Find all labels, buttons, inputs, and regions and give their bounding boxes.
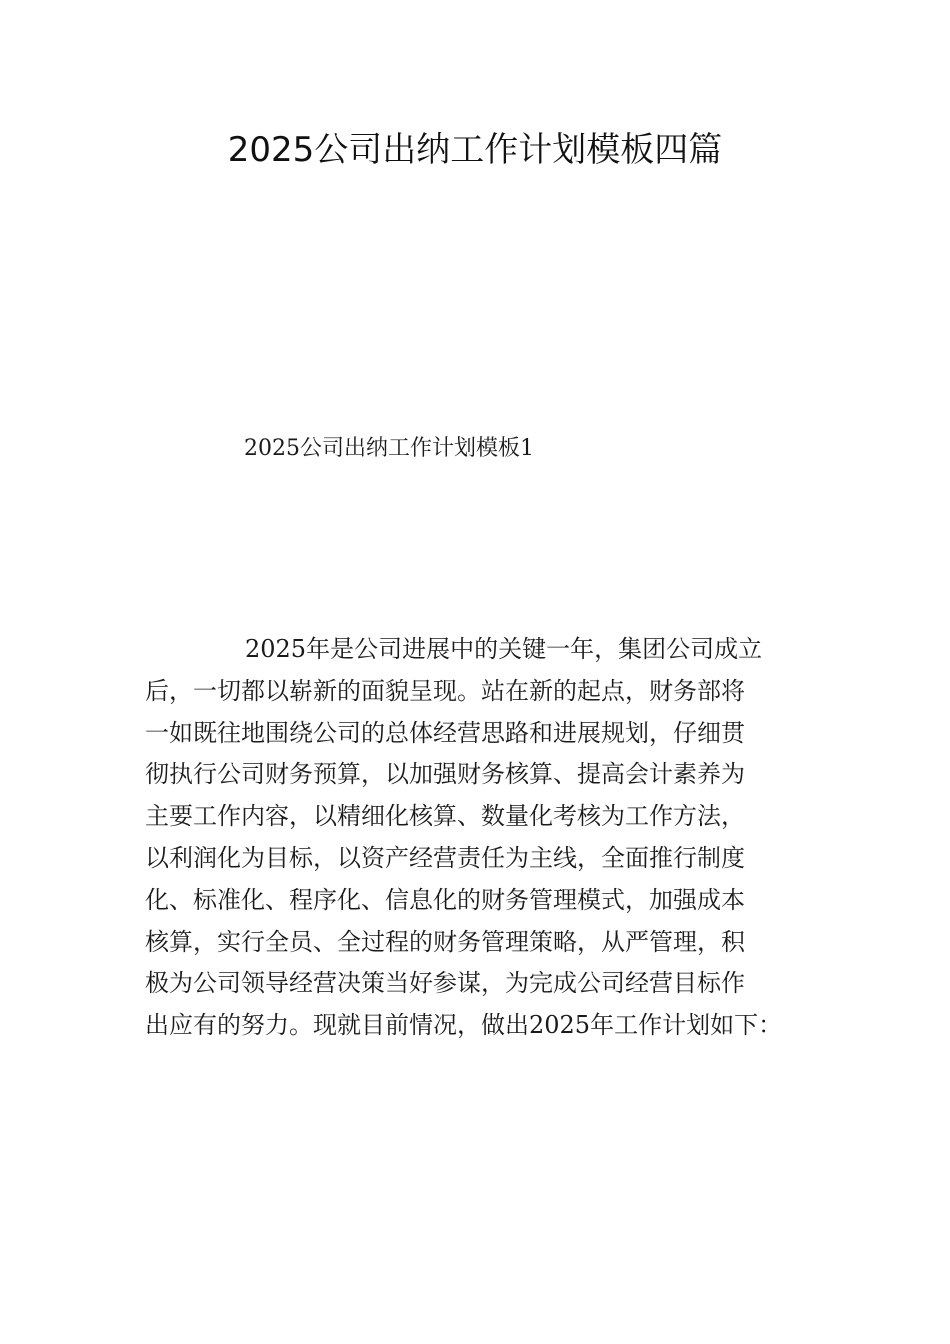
paragraph-line: 化、标准化、程序化、信息化的财务管理模式，加强成本	[145, 885, 745, 914]
paragraph-line: 出应有的努力。现就目前情况，做出2025年工作计划如下：	[145, 1011, 783, 1040]
paragraph-line: 以利润化为目标，以资产经营责任为主线，全面推行制度	[145, 843, 745, 872]
paragraph-line: 2025年是公司进展中的关键一年，集团公司成立	[245, 635, 763, 663]
paragraph-line: 核算，实行全员、全过程的财务管理策略，从严管理，积	[145, 927, 745, 956]
section-heading: 2025公司出纳工作计划模板1	[244, 436, 534, 461]
document-title: 2025公司出纳工作计划模板四篇	[227, 130, 723, 170]
paragraph-line: 后，一切都以崭新的面貌呈现。站在新的起点，财务部将	[145, 676, 745, 705]
body-paragraph	[145, 629, 810, 1047]
paragraph-line: 彻执行公司财务预算，以加强财务核算、提高会计素养为	[145, 760, 745, 789]
paragraph-line: 极为公司领导经营决策当好参谋，为完成公司经营目标作	[145, 969, 745, 998]
paragraph-line: 主要工作内容，以精细化核算、数量化考核为工作方法，	[145, 802, 745, 831]
paragraph-line: 一如既往地围绕公司的总体经营思路和进展规划，仔细贯	[145, 718, 745, 747]
